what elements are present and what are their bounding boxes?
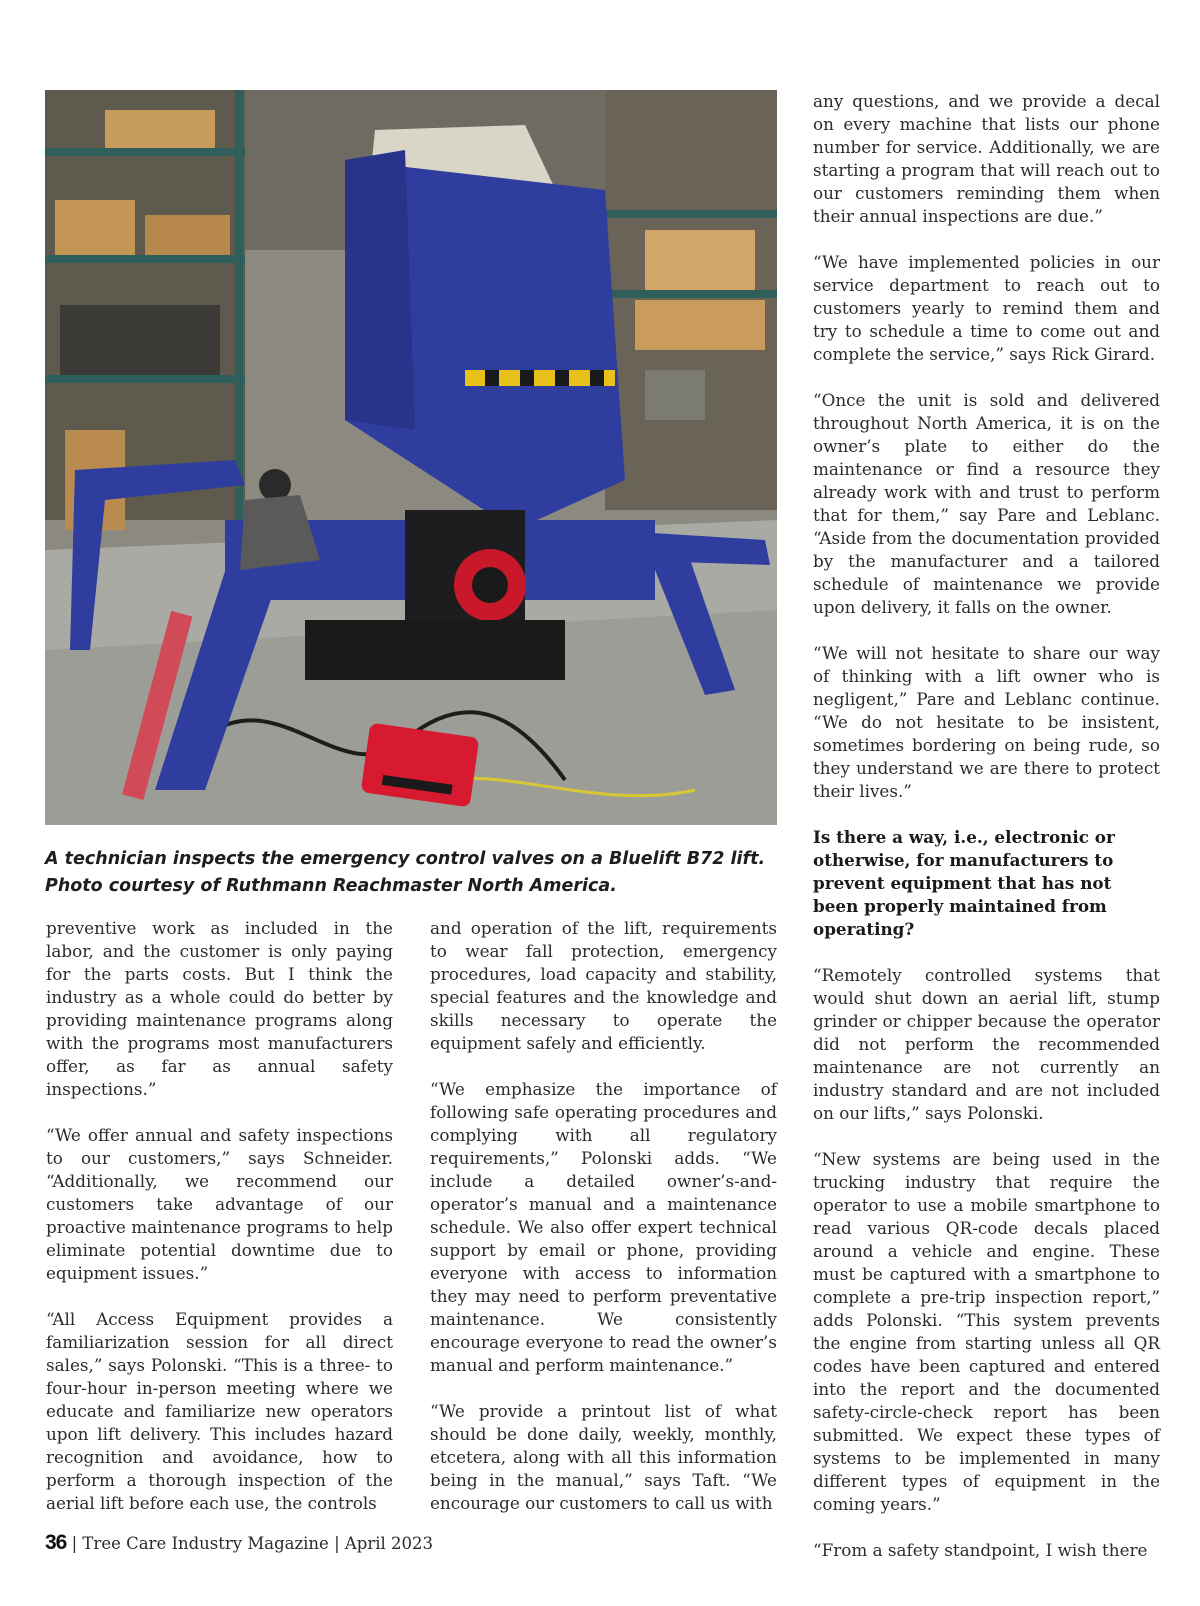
paragraph: “We have implemented policies in our service department to reach out to customers yearly to remind them and try to schedule a time to come out and complete the service,” says Rick Girard. [813, 252, 1160, 364]
paragraph: “Once the unit is sold and delivered throughout North America, it is on the owner’s plate to either do the maintenance or find a resource they already work with and trust to perform that for them,” say Pare and Leblanc. “Aside from the documentation provided by the manufacturer and a tailored schedule of maintenance we provide upon delivery, it falls on the owner. [813, 390, 1160, 617]
paragraph: “We will not hesitate to share our way of thinking with a lift owner who is negligent,” Pare and Leblanc continue. “We do not hesitate to be insistent, sometimes bordering on being rude, so they understand we are there to protect their lives.” [813, 643, 1160, 801]
article-column-2 [430, 917, 777, 1515]
paragraph: “We offer annual and safety inspections to our customers,” says Schneider. “Additionally, we recommend our customers take advantage of our proactive maintenance programs to help eliminate potential downtime due to equipment issues.” [46, 1125, 393, 1283]
page-footer [45, 1531, 433, 1555]
paragraph: preventive work as included in the labor, and the customer is only paying for the parts costs. But I think the industry as a whole could do better by providing maintenance programs along with the programs most manufacturers offer, as far as annual safety inspections.” [46, 918, 393, 1099]
article-column-1 [46, 917, 393, 1515]
paragraph: “Remotely controlled systems that would shut down an aerial lift, stump grinder or chipper because the operator did not perform the recommended maintenance are not currently an industry standard and are not included on our lifts,” says Polonski. [813, 965, 1160, 1123]
publication-info: Tree Care Industry Magazine | April 2023 [82, 1534, 434, 1553]
paragraph: “New systems are being used in the trucking industry that require the operator to use a mobile smartphone to read various QR-code decals placed around a vehicle and engine. These must be captured with a smartphone to complete a pre-trip inspection report,” adds Polonski. “This system prevents the engine from starting unless all QR codes have been captured and entered into the report and the documented safety-circle-check report has been submitted. We expect these types of systems to be implemented in many different types of equipment in the coming years.” [813, 1149, 1160, 1514]
photo-caption: A technician inspects the emergency control valves on a Bluelift B72 lift. Photo courtesy of Ruthmann Reachmaster North America. [45, 849, 766, 896]
paragraph: and operation of the lift, requirements to wear fall protection, emergency procedures, load capacity and stability, special features and the knowledge and skills necessary to operate the equipment safely and efficiently. [430, 918, 777, 1053]
paragraph: any questions, and we provide a decal on every machine that lists our phone number for service. Additionally, we are starting a program that will reach out to our customers reminding them when their annual inspections are due.” [813, 91, 1160, 226]
paragraph: “We provide a printout list of what should be done daily, weekly, monthly, etcetera, along with all this information being in the manual,” says Taft. “We encourage our customers to call us with [430, 1401, 777, 1513]
article-column-3 [813, 90, 1160, 1562]
paragraph: “From a safety standpoint, I wish there [813, 1540, 1148, 1560]
interview-question: Is there a way, i.e., electronic or otherwise, for manufacturers to prevent equipment that has not been properly maintained from operating? [813, 827, 1115, 939]
lift-maintenance-photo [45, 90, 777, 825]
paragraph: “We emphasize the importance of following safe operating procedures and complying with all regulatory requirements,” Polonski adds. “We include a detailed owner’s-and-operator’s manual and a maintenance schedule. We also offer expert technical support by email or phone, providing everyone with access to information they may need to perform preventative maintenance. We consistently encourage everyone to read the owner’s manual and perform maintenance.” [430, 1079, 777, 1375]
page-number: 36 [45, 1531, 67, 1554]
paragraph: “All Access Equipment provides a familiarization session for all direct sales,” says Polonski. “This is a three- to four-hour in-person meeting where we educate and familiarize new operators upon lift delivery. This includes hazard recognition and avoidance, how to perform a thorough inspection of the aerial lift before each use, the controls [46, 1309, 393, 1513]
footer-separator: | [66, 1534, 83, 1553]
